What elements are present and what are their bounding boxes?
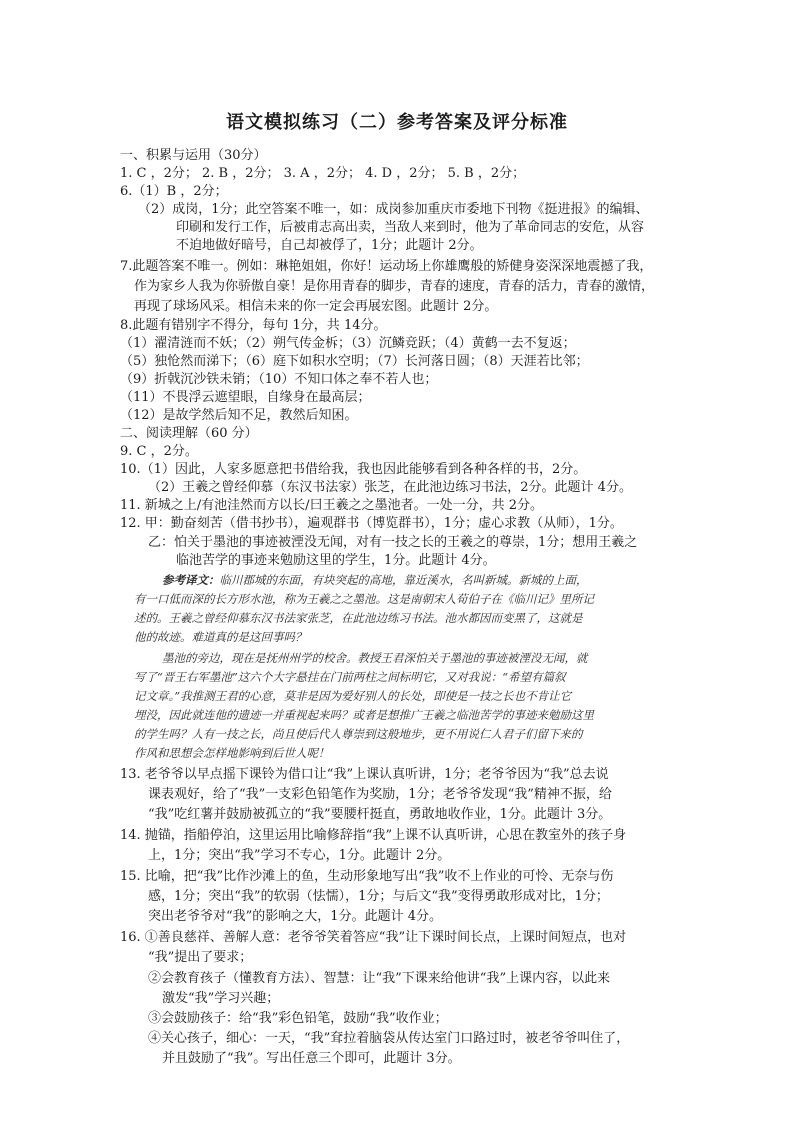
- answer-line: （12）是故学然后知不足，教然后知困。: [120, 408, 358, 423]
- answer-line: （5）独怆然而涕下；（6）庭下如积水空明；（7）长河落日圆；（8）天涯若比邻；: [120, 354, 589, 369]
- answer-line: ④关心孩子，细心：一天，“我”耷拉着脑袋从传达室门口路过时，被老爷爷叫住了，: [148, 1031, 630, 1046]
- answer-line: 10.（1）因此，人家多愿意把书借给我，我也因此能够看到各种各样的书，2分。: [120, 462, 587, 477]
- answer-line: （1）濯清涟而不妖；（2）朔气传金柝；（3）沉鳞竞跃；（4）黄鹤一去不复返；: [120, 336, 576, 351]
- translation-line: 写了“晋王右军墨池”这六个大字悬挂在门前两柱之间标明它，又对我说：“希望有篇叙: [134, 670, 566, 684]
- answer-line: 1. C ，2分； 2. B ，2分； 3. A ，2分； 4. D ，2分； 5. B ，2分；: [120, 166, 526, 181]
- answer-line: （11）不畏浮云遮望眼，自缘身在最高层；: [120, 390, 371, 405]
- answer-line: （2）成岗，1分；此空答案不唯一，如：成岗参加重庆市委地下刊物《挺进报》的编辑、: [138, 202, 649, 217]
- answer-line: ②会教育孩子（懂教育方法）、智慧：让“我”下课来给他讲“我”上课内容，以此来: [148, 971, 611, 986]
- answer-line: 作为家乡人我为你骄傲自豪！是你用青春的脚步，青春的速度，青春的活力，青春的激情，: [134, 279, 655, 294]
- answer-line: “我”吃红薯并鼓励被孤立的“我”要腰杆挺直，勇敢地收作业，1分。此题计 3分。: [148, 807, 612, 822]
- answer-line: 临池苦学的事迹来勉励这里的学生，1分。此题计 4分。: [176, 553, 496, 568]
- answer-line: 突出老爷爷对“我”的影响之大，1分。此题计 4分。: [148, 909, 442, 924]
- answer-line: 6.（1）B ，2分；: [120, 184, 228, 199]
- answer-line: 上，1分；突出“我”学习不专心，1分。此题计 2分。: [148, 848, 451, 863]
- translation-label: 参考译文：: [162, 573, 220, 587]
- answer-line: （2）王羲之曾经仰慕（东汉书法家）张芝，在此池边练习书法，2分。此题计 4分。: [148, 480, 632, 495]
- answer-line: 激发“我”学习兴趣；: [162, 991, 280, 1006]
- answer-line: 不迫地做好暗号，自己却被俘了，1分；此题计 2分。: [176, 238, 483, 253]
- answer-line: ③会鼓励孩子：给“我”彩色铅笔，鼓励“我”收作业；: [148, 1011, 448, 1026]
- translation-line: 作风和思想会怎样地影响到后世人呢！: [134, 746, 330, 760]
- answer-line: 9. C ，2分。: [120, 444, 198, 459]
- translation-text: 临川郡城的东面，有块突起的高地，靠近溪水，名叫新城。新城的上面，: [219, 573, 588, 587]
- section-heading-2: 二、阅读理解（60 分）: [120, 426, 258, 441]
- translation-line: 埋没，因此就连他的遗迹一并重视起来吗？或者是想推广王羲之临池苦学的事迹来勉励这里: [134, 708, 594, 722]
- answer-line: “我”提出了要求；: [148, 950, 253, 965]
- translation-first-line: [162, 572, 588, 588]
- answer-line: 8.此题有错别字不得分，每句 1分，共 14分。: [120, 318, 387, 333]
- answer-line: 并且鼓励了“我”。写出任意三个即可，此题计 3分。: [162, 1051, 461, 1066]
- translation-line: 记文章。”我推测王君的心意，莫非是因为爱好别人的长处，即使是一技之长也不肯让它: [134, 689, 572, 703]
- answer-line: 7.此题答案不唯一。例如：琳艳姐姐，你好！运动场上你雄鹰般的矫健身姿深深地震撼了我，: [120, 259, 653, 274]
- translation-line: 他的故迹。难道真的是这回事吗？: [134, 630, 307, 644]
- answer-line: 12. 甲：勤奋刻苦（借书抄书），遍观群书（博览群书），1分；虚心求教（从师），1分。: [120, 516, 623, 531]
- translation-line: 墨池的旁边，现在是抚州州学的校舍。教授王君深怕关于墨池的事迹被湮没无闻，就: [162, 651, 588, 665]
- answer-line: 课表观好，给了“我”一支彩色铅笔作为奖励，1分；老爷爷发现“我”精神不振，给: [148, 787, 612, 802]
- translation-line: 述的。王羲之曾经仰慕东汉书法家张芝，在此池边练习书法。池水都因而变黑了，这就是: [134, 611, 583, 625]
- answer-line: 再现了球场风采。相信未来的你一定会再展宏图。此题计 2分。: [134, 299, 498, 314]
- answer-line: 14. 抛锚，指船停泊，这里运用比喻修辞指“我”上课不认真听讲，心思在教室外的孩子身: [120, 828, 627, 843]
- answer-line: 16. ①善良慈祥、善解人意：老爷爷笑着答应“我”让下课时间长点，上课时间短点，也对: [120, 930, 627, 945]
- translation-line: 的学生吗？人有一技之长，尚且使后代人尊崇到这般地步，更不用说仁人君子们留下来的: [134, 727, 583, 741]
- answer-line: 印刷和发行工作，后被甫志高出卖，当敌人来到时，他为了革命同志的安危，从容: [176, 220, 645, 235]
- document-title: 语文模拟练习（二）参考答案及评分标准: [226, 112, 568, 133]
- answer-line: 13. 老爷爷以早点摇下课铃为借口让“我”上课认真听讲，1分；老爷爷因为“我”总去说: [120, 767, 609, 782]
- translation-line: 有一口低而深的长方形水池，称为王羲之之墨池。这是南朝宋人荀伯子在《临川记》里所记: [134, 592, 594, 606]
- answer-line: 15. 比喻，把“我”比作沙滩上的鱼，生动形象地写出“我”收不上作业的可怜、无奈与伤: [120, 869, 614, 884]
- answer-line: 11. 新城之上/有池洼然而方以长/曰王羲之之墨池者。一处一分，共 2分。: [120, 498, 543, 513]
- section-heading-1: 一、积累与运用（30分）: [120, 148, 267, 163]
- answer-line: 感，1分；突出“我”的软弱（怯懦），1分；与后文“我”变得勇敢形成对比，1分；: [148, 889, 609, 904]
- answer-line: 乙：怕关于墨池的事迹被湮没无闻，对有一技之长的王羲之的尊崇，1分；想用王羲之: [148, 535, 638, 550]
- answer-line: （9）折戟沉沙铁未销；（10）不知口体之奉不若人也；: [120, 372, 438, 387]
